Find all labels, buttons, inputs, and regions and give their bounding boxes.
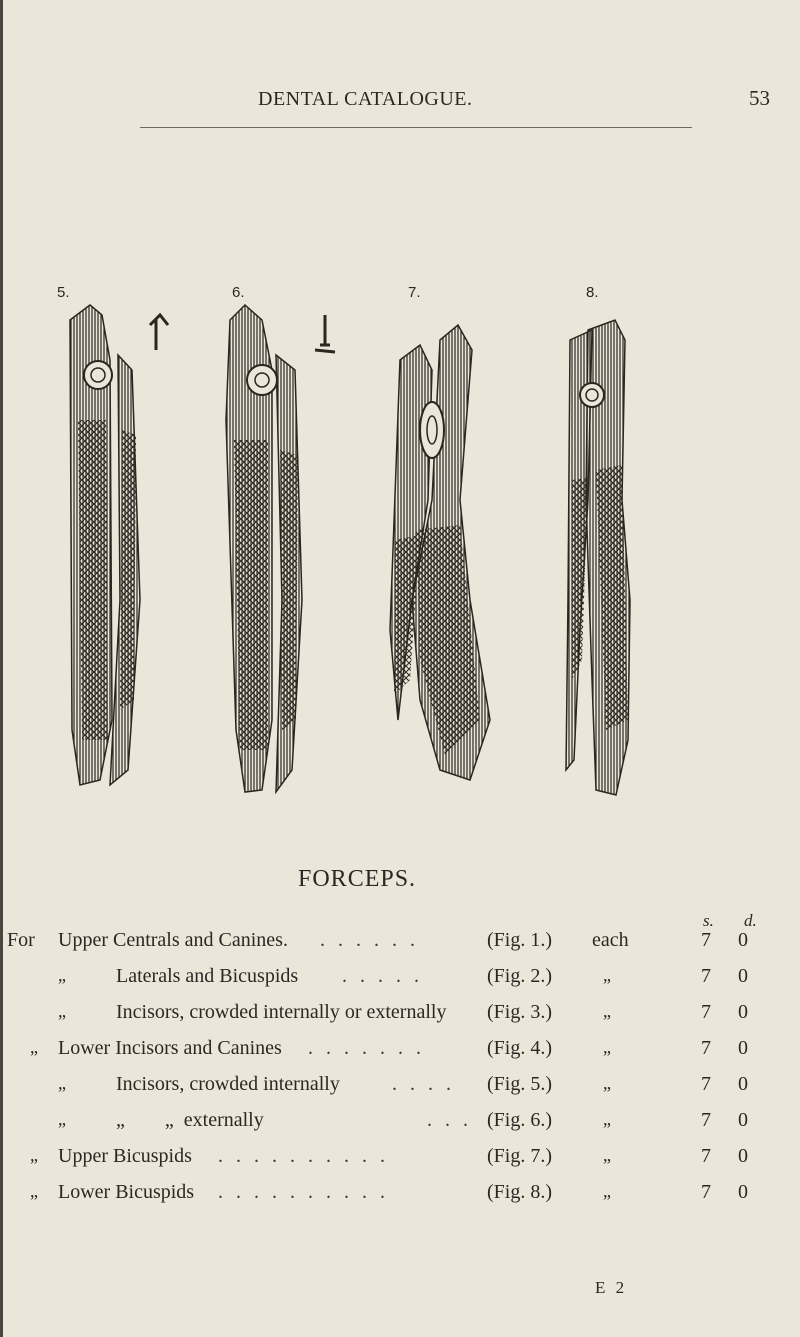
row-each: „ xyxy=(603,1181,611,1201)
row-description: Incisors, crowded internally xyxy=(116,1073,340,1095)
row-description: Upper Bicuspids xyxy=(58,1145,192,1167)
row-each: „ xyxy=(603,965,611,985)
row-leader: . . . . xyxy=(392,1073,455,1095)
row-leader: . . . . . . . xyxy=(308,1037,425,1059)
row-leader: . . . . . xyxy=(342,965,423,987)
row-figure-ref: (Fig. 5.) xyxy=(487,1073,552,1095)
row-description: „ „ externally xyxy=(116,1109,264,1131)
price-row xyxy=(0,965,800,995)
row-figure-ref: (Fig. 7.) xyxy=(487,1145,552,1167)
row-shillings: 7 xyxy=(701,929,711,951)
row-shillings: 7 xyxy=(701,965,711,987)
row-figure-ref: (Fig. 8.) xyxy=(487,1181,552,1203)
row-pence: 0 xyxy=(738,1001,748,1023)
row-each: „ xyxy=(603,1109,611,1129)
row-figure-ref: (Fig. 2.) xyxy=(487,965,552,987)
row-description: Incisors, crowded internally or externally xyxy=(116,1001,447,1023)
row-shillings: 7 xyxy=(701,1073,711,1095)
row-leader: . . . . . . xyxy=(320,929,419,951)
row-pence: 0 xyxy=(738,1037,748,1059)
forceps-6-drawing xyxy=(226,305,335,792)
row-each: „ xyxy=(603,1001,611,1021)
row-shillings: 7 xyxy=(701,1109,711,1131)
section-title: FORCEPS. xyxy=(298,866,417,892)
row-figure-ref: (Fig. 3.) xyxy=(487,1001,552,1023)
row-prefix: „ xyxy=(58,1109,66,1129)
row-shillings: 7 xyxy=(701,1145,711,1167)
row-prefix: „ xyxy=(30,1181,38,1201)
signature-mark: E 2 xyxy=(595,1278,628,1297)
forceps-7-drawing xyxy=(390,325,490,780)
row-leader: . . . xyxy=(427,1109,472,1131)
row-prefix: „ xyxy=(58,1001,66,1021)
page-number: 53 xyxy=(749,86,770,110)
row-description: Lower Bicuspids xyxy=(58,1181,195,1203)
currency-header-shillings: s. xyxy=(703,911,714,930)
running-header: DENTAL CATALOGUE. xyxy=(258,88,473,110)
row-shillings: 7 xyxy=(701,1001,711,1023)
price-row xyxy=(0,1001,800,1031)
price-row xyxy=(0,1109,800,1139)
currency-header-pence: d. xyxy=(744,911,757,930)
row-each: each xyxy=(592,929,629,951)
figure-label-7: 7. xyxy=(408,284,421,301)
row-each: „ xyxy=(603,1073,611,1093)
row-pence: 0 xyxy=(738,965,748,987)
price-row xyxy=(0,929,800,959)
figure-label-5: 5. xyxy=(57,284,70,301)
row-pence: 0 xyxy=(738,1145,748,1167)
row-pence: 0 xyxy=(738,1181,748,1203)
figure-label-6: 6. xyxy=(232,284,245,301)
forceps-8-drawing xyxy=(566,320,630,795)
price-row xyxy=(0,1181,800,1211)
row-description: Laterals and Bicuspids xyxy=(116,965,299,987)
price-row xyxy=(0,1073,800,1103)
row-each: „ xyxy=(603,1145,611,1165)
price-row xyxy=(0,1037,800,1067)
forceps-engraving xyxy=(40,300,680,820)
forceps-5-drawing xyxy=(70,305,168,785)
row-figure-ref: (Fig. 6.) xyxy=(487,1109,552,1131)
row-figure-ref: (Fig. 1.) xyxy=(487,929,552,951)
row-prefix: „ xyxy=(30,1145,38,1165)
price-row xyxy=(0,1145,800,1175)
row-each: „ xyxy=(603,1037,611,1057)
row-pence: 0 xyxy=(738,1109,748,1131)
row-leader: . . . . . . . . . . xyxy=(218,1145,389,1167)
header-rule xyxy=(140,127,692,128)
row-description: Upper Centrals and Canines. xyxy=(58,929,288,951)
row-pence: 0 xyxy=(738,1073,748,1095)
row-figure-ref: (Fig. 4.) xyxy=(487,1037,552,1059)
row-shillings: 7 xyxy=(701,1181,711,1203)
row-shillings: 7 xyxy=(701,1037,711,1059)
row-pence: 0 xyxy=(738,929,748,951)
row-prefix: For xyxy=(7,929,35,951)
row-prefix: „ xyxy=(58,1073,66,1093)
row-description: Lower Incisors and Canines xyxy=(58,1037,282,1059)
row-leader: . . . . . . . . . . xyxy=(218,1181,389,1203)
row-prefix: „ xyxy=(30,1037,38,1057)
figure-label-8: 8. xyxy=(586,284,599,301)
row-prefix: „ xyxy=(58,965,66,985)
